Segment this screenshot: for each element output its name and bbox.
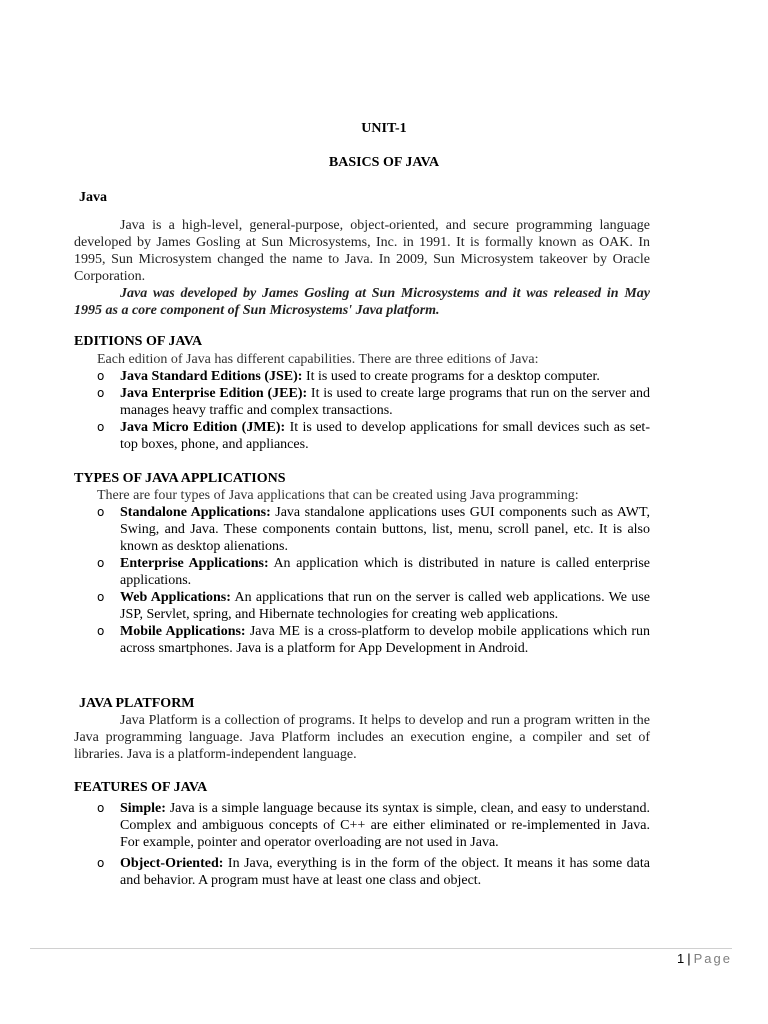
list-item: o Object-Oriented: In Java, everything is in the form of the object. It means it has some data and behavior. A program must have at least one class and object. <box>97 856 650 888</box>
types-intro: There are four types of Java applications that can be created using Java programming: <box>97 488 579 503</box>
footer-separator: | <box>687 951 691 966</box>
list-item: o Mobile Applications: Java ME is a cross-platform to develop mobile applications which run across smartphones. Java is a platform for App Development in Android. <box>97 624 650 656</box>
bullet-icon: o <box>97 420 105 434</box>
platform-paragraph <box>74 712 650 763</box>
bullet-icon: o <box>97 624 105 638</box>
types-heading: TYPES OF JAVA APPLICATIONS <box>74 471 286 486</box>
list-item: o Standalone Applications: Java standalone applications uses GUI components such as AWT, Swing, and Java. These components contain buttons, list, menu, scroll panel, etc. It is also known as desktop alienations. <box>97 505 651 554</box>
java-paragraph <box>74 217 650 319</box>
bullet-icon: o <box>97 856 105 870</box>
list-item: o Java Standard Editions (JSE): It is used to create programs for a desktop computer. <box>97 369 600 384</box>
java-intro-text: Java is a high-level, general-purpose, object-oriented, and secure programming language developed by James Gosling at Sun Microsystems, Inc. in 1991. It is formally known as OAK. In 1995, Sun Microsystem changed the name to Java. In 2009, Sun Microsystem takeover by Oracle Corporation. <box>74 218 650 284</box>
bullet-icon: o <box>97 590 105 604</box>
bullet-icon: o <box>97 801 105 815</box>
java-emphasis-text: Java was developed by James Gosling at Sun Microsystems and it was released in May 1995 as a core component of Sun Microsystems' Java platform. <box>74 286 650 318</box>
page-title: BASICS OF JAVA <box>328 155 440 170</box>
footer-divider <box>30 948 732 949</box>
list-item: o Web Applications: An applications that run on the server is called web applications. We use JSP, Servlet, spring, and Hibernate technologies for creating web applications. <box>97 590 650 622</box>
unit-label: UNIT-1 <box>361 121 407 136</box>
java-heading: Java <box>79 190 107 205</box>
editions-intro: Each edition of Java has different capabilities. There are three editions of Java: <box>97 352 539 367</box>
list-item: o Enterprise Applications: An application which is distributed in nature is called enterprise applications. <box>97 556 650 588</box>
features-heading: FEATURES OF JAVA <box>74 780 208 795</box>
page-footer <box>677 951 732 966</box>
types-list <box>74 504 650 657</box>
editions-list <box>74 368 650 453</box>
bullet-icon: o <box>97 369 105 383</box>
bullet-icon: o <box>97 505 105 519</box>
page-label: Page <box>693 951 732 966</box>
platform-text: Java Platform is a collection of programs. It helps to develop and run a program written in the Java programming language. Java Platform includes an execution engine, a compiler and set of libraries. Java is a platform-independent language. <box>74 713 650 762</box>
page-number: 1 <box>677 951 685 966</box>
features-list <box>74 800 650 889</box>
list-item: o Java Enterprise Edition (JEE): It is used to create large programs that run on the server and manages heavy traffic and complex transactions. <box>97 386 650 418</box>
bullet-icon: o <box>97 556 105 570</box>
platform-heading: JAVA PLATFORM <box>79 696 195 711</box>
list-item: o Java Micro Edition (JME): It is used to develop applications for small devices such as set-top boxes, phone, and appliances. <box>97 420 650 452</box>
editions-heading: EDITIONS OF JAVA <box>74 334 203 349</box>
bullet-icon: o <box>97 386 105 400</box>
list-item: o Simple: Java is a simple language because its syntax is simple, clean, and easy to understand. Complex and ambiguous concepts of C++ are either eliminated or re-implemented in Java. For example, pointer and operator overloading are not used in Java. <box>97 801 650 850</box>
